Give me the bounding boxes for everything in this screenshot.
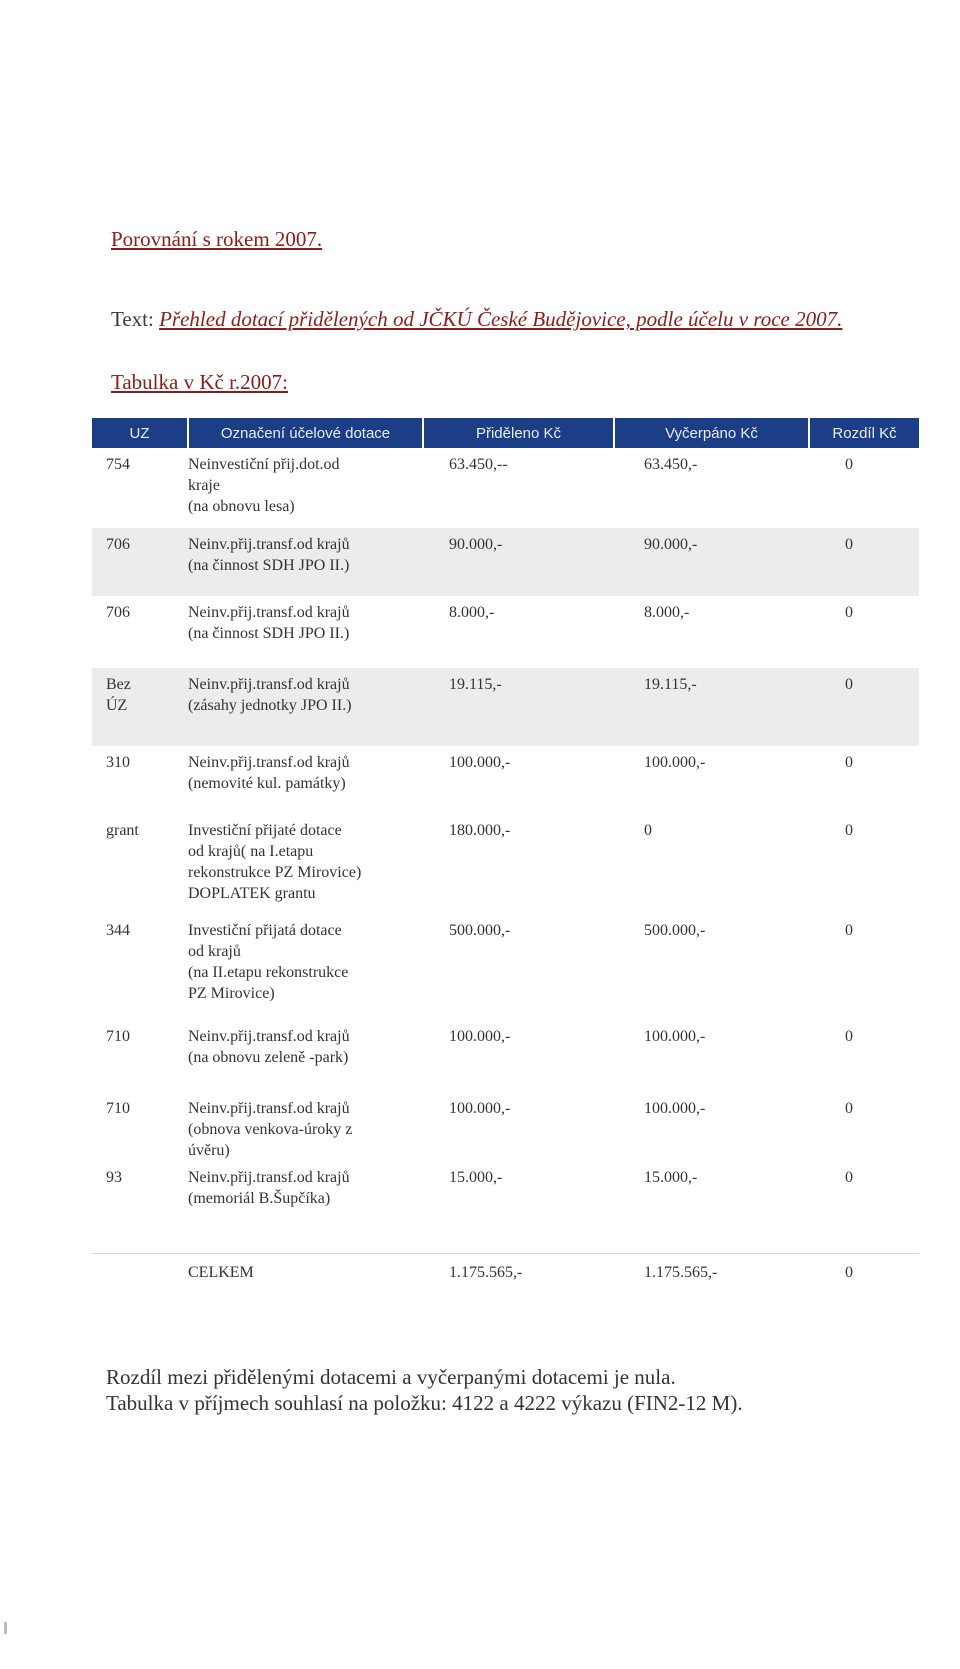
cell-uz — [92, 448, 188, 528]
cell-uz — [92, 814, 188, 914]
cell-name — [188, 746, 423, 814]
cell-rozdil: 0 — [845, 1028, 853, 1045]
cell-uz — [92, 668, 188, 746]
cell-name-line: Neinv.přij.transf.od krajů — [188, 1169, 350, 1186]
page-heading: Porovnání s rokem 2007. — [111, 227, 323, 251]
table-row — [92, 746, 919, 814]
cell-name-line: (na II.etapu rekonstrukce — [188, 964, 349, 981]
cell-name — [188, 1092, 423, 1161]
header-rozdil: Rozdíl Kč — [809, 418, 919, 448]
total-uz — [92, 1253, 188, 1292]
cell-vycerpano: 90.000,- — [614, 528, 809, 596]
cell-rozdil: 0 — [845, 1100, 853, 1117]
total-vycerpano: 1.175.565,- — [614, 1253, 809, 1292]
cell-name — [188, 914, 423, 1020]
cell-uz-line: 93 — [106, 1169, 122, 1186]
header-prideleno: Přiděleno Kč — [423, 418, 614, 448]
footer-note — [106, 1364, 743, 1416]
cell-name-line: od krajů — [188, 943, 241, 960]
total-prideleno: 1.175.565,- — [423, 1253, 614, 1292]
cell-name — [188, 668, 423, 746]
footer-line: Rozdíl mezi přidělenými dotacemi a vyčerpanými dotacemi je nula. — [106, 1365, 676, 1389]
scan-mark — [4, 1622, 7, 1634]
cell-prideleno: 63.450,-- — [449, 456, 508, 473]
cell-name-line: Neinv.přij.transf.od krajů — [188, 754, 350, 771]
cell-name-line: Neinvestiční přij.dot.od — [188, 456, 340, 473]
table-row — [92, 914, 919, 1020]
cell-prideleno: 100.000,- — [449, 754, 511, 771]
subsidy-table — [92, 418, 919, 1292]
cell-name — [188, 528, 423, 596]
cell-vycerpano: 63.450,- — [644, 456, 698, 473]
cell-name — [188, 814, 423, 914]
cell-prideleno: 500.000,- — [449, 922, 511, 939]
cell-uz — [92, 1092, 188, 1161]
cell-uz-line: 706 — [106, 604, 130, 621]
cell-uz-line: 710 — [106, 1100, 130, 1117]
cell-uz — [92, 528, 188, 596]
cell-prideleno: 180.000,- — [449, 822, 511, 839]
cell-rozdil: 0 — [809, 668, 919, 746]
cell-rozdil: 0 — [845, 604, 853, 621]
cell-uz — [92, 1161, 188, 1253]
cell-name-line: (na činnost SDH JPO II.) — [188, 557, 350, 574]
cell-name-line: (memoriál B.Šupčíka) — [188, 1190, 331, 1207]
table-header-row — [92, 418, 919, 448]
cell-name — [188, 596, 423, 668]
table-row — [92, 448, 919, 528]
text-line — [111, 307, 842, 332]
cell-vycerpano: 19.115,- — [614, 668, 809, 746]
cell-name-line: Neinv.přij.transf.od krajů — [188, 1100, 350, 1117]
cell-uz — [92, 596, 188, 668]
cell-name — [188, 1020, 423, 1092]
total-label: CELKEM — [188, 1253, 423, 1292]
table-row — [92, 668, 919, 746]
table-row — [92, 596, 919, 668]
text-label: Text: — [111, 307, 154, 331]
header-vycerpano: Vyčerpáno Kč — [614, 418, 809, 448]
cell-vycerpano: 0 — [644, 822, 652, 839]
header-uz: UZ — [92, 418, 188, 448]
table-total-row — [92, 1253, 919, 1292]
cell-rozdil: 0 — [809, 528, 919, 596]
cell-rozdil: 0 — [845, 822, 853, 839]
header-name: Označení účelové dotace — [188, 418, 423, 448]
table-row — [92, 1092, 919, 1161]
cell-name-line: Neinv.přij.transf.od krajů — [188, 676, 350, 693]
cell-name-line: (na činnost SDH JPO II.) — [188, 625, 350, 642]
cell-name — [188, 1161, 423, 1253]
cell-prideleno: 100.000,- — [449, 1028, 511, 1045]
cell-name-line: kraje — [188, 477, 220, 494]
cell-name-line: PZ Mirovice) — [188, 985, 275, 1002]
cell-uz-line: 706 — [106, 536, 130, 553]
table-caption: Tabulka v Kč r.2007: — [111, 370, 288, 394]
cell-name-line: (na obnovu zeleně -park) — [188, 1049, 349, 1066]
cell-name-line: rekonstrukce PZ Mirovice) — [188, 864, 362, 881]
cell-name-line: Neinv.přij.transf.od krajů — [188, 604, 350, 621]
cell-uz-line: ÚZ — [106, 697, 128, 714]
total-rozdil: 0 — [809, 1253, 919, 1292]
cell-name-line: od krajů( na I.etapu — [188, 843, 314, 860]
cell-name-line: (obnova venkova-úroky z — [188, 1121, 353, 1138]
cell-uz-line: grant — [106, 822, 139, 839]
footer-line: Tabulka v příjmech souhlasí na položku: 4122 a 4222 výkazu (FIN2-12 M). — [106, 1391, 743, 1415]
cell-name-line: Neinv.přij.transf.od krajů — [188, 1028, 350, 1045]
cell-vycerpano: 100.000,- — [644, 754, 706, 771]
cell-uz-line: Bez — [106, 676, 131, 693]
cell-uz-line: 344 — [106, 922, 130, 939]
cell-name-line: DOPLATEK grantu — [188, 885, 316, 902]
cell-name-line: úvěru) — [188, 1142, 230, 1159]
table-row — [92, 1020, 919, 1092]
cell-rozdil: 0 — [845, 922, 853, 939]
cell-rozdil: 0 — [845, 1169, 853, 1186]
cell-name-line: Investiční přijaté dotace — [188, 822, 342, 839]
cell-vycerpano: 100.000,- — [644, 1028, 706, 1045]
cell-vycerpano: 100.000,- — [644, 1100, 706, 1117]
table-row — [92, 814, 919, 914]
cell-name-line: (zásahy jednotky JPO II.) — [188, 697, 352, 714]
table-row — [92, 528, 919, 596]
table-row — [92, 1161, 919, 1253]
cell-uz — [92, 914, 188, 1020]
cell-uz-line: 754 — [106, 456, 130, 473]
text-title: Přehled dotací přidělených od JČKÚ České Budějovice, podle účelu v roce 2007. — [159, 307, 843, 331]
cell-uz-line: 310 — [106, 754, 130, 771]
cell-vycerpano: 15.000,- — [644, 1169, 698, 1186]
cell-rozdil: 0 — [845, 456, 853, 473]
cell-rozdil: 0 — [845, 754, 853, 771]
cell-name-line: Neinv.přij.transf.od krajů — [188, 536, 350, 553]
cell-uz — [92, 746, 188, 814]
cell-vycerpano: 500.000,- — [644, 922, 706, 939]
cell-name-line: Investiční přijatá dotace — [188, 922, 342, 939]
cell-prideleno: 100.000,- — [449, 1100, 511, 1117]
cell-prideleno: 19.115,- — [423, 668, 614, 746]
cell-name-line: (nemovité kul. památky) — [188, 775, 346, 792]
cell-prideleno: 8.000,- — [449, 604, 495, 621]
cell-prideleno: 90.000,- — [423, 528, 614, 596]
cell-prideleno: 15.000,- — [449, 1169, 503, 1186]
cell-vycerpano: 8.000,- — [644, 604, 690, 621]
cell-uz — [92, 1020, 188, 1092]
cell-name-line: (na obnovu lesa) — [188, 498, 295, 515]
cell-name — [188, 448, 423, 528]
cell-uz-line: 710 — [106, 1028, 130, 1045]
